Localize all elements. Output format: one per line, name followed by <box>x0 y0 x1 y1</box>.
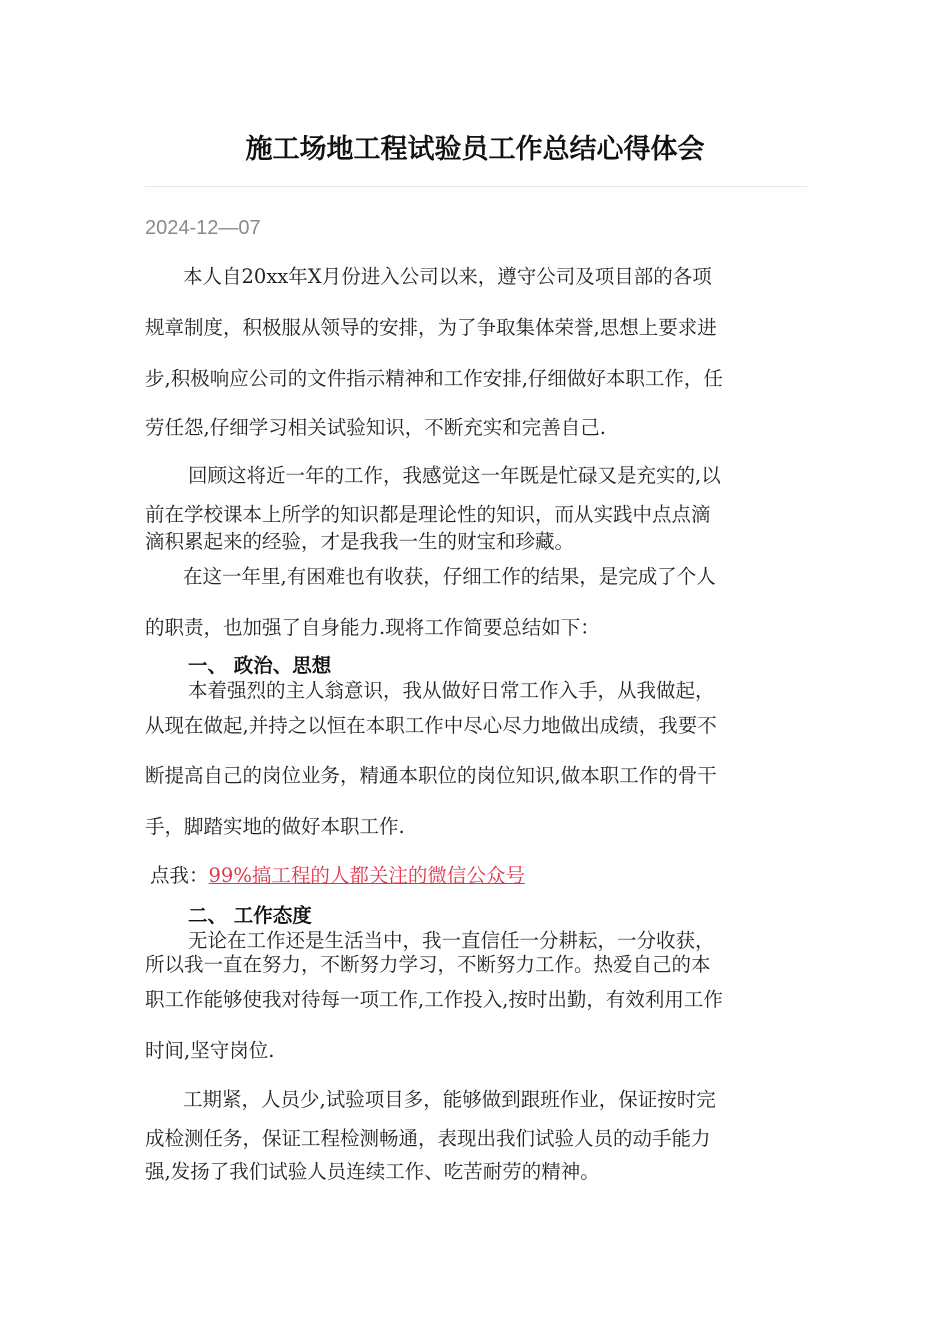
promo-line <box>150 861 525 891</box>
paragraph-line: 前在学校课本上所学的知识都是理论性的知识，而从实践中点点滴 <box>145 503 711 526</box>
wechat-promo-link[interactable]: 99%搞工程的人都关注的微信公众号 <box>208 864 525 887</box>
publish-date: 2024-12—07 <box>145 217 261 239</box>
paragraph-line: 回顾这将近一年的工作，我感觉这一年既是忙碌又是充实的,以 <box>188 464 721 487</box>
paragraph-line: 在这一年里,有困难也有收获，仔细工作的结果，是完成了个人 <box>183 565 716 588</box>
paragraph-line: 本着强烈的主人翁意识，我从做好日常工作入手，从我做起， <box>188 679 715 702</box>
paragraph-line: 成检测任务，保证工程检测畅通，表现出我们试验人员的动手能力 <box>145 1127 711 1150</box>
paragraph-line: 手，脚踏实地的做好本职工作. <box>145 815 405 838</box>
paragraph-line: 断提高自己的岗位业务，精通本职位的岗位知识,做本职工作的骨干 <box>145 764 717 787</box>
paragraph-line: 的职责，也加强了自身能力.现将工作简要总结如下： <box>145 616 600 639</box>
paragraph-line: 劳任怨,仔细学习相关试验知识，不断充实和完善自己. <box>145 416 606 439</box>
paragraph-line: 强,发扬了我们试验人员连续工作、吃苦耐劳的精神。 <box>145 1160 600 1183</box>
paragraph-line: 工期紧，人员少,试验项目多，能够做到跟班作业，保证按时完 <box>183 1088 716 1111</box>
article-title: 施工场地工程试验员工作总结心得体会 <box>245 134 705 165</box>
section-heading-attitude: 二、 工作态度 <box>188 904 312 927</box>
paragraph-line: 职工作能够使我对待每一项工作,工作投入,按时出勤，有效利用工作 <box>145 988 723 1011</box>
paragraph-line: 本人自20xx年X月份进入公司以来，遵守公司及项目部的各项 <box>183 265 712 288</box>
paragraph-line: 滴积累起来的经验，才是我我一生的财宝和珍藏。 <box>145 530 575 553</box>
paragraph-line: 规章制度，积极服从领导的安排，为了争取集体荣誉,思想上要求进 <box>145 316 717 339</box>
paragraph-line: 无论在工作还是生活当中，我一直信任一分耕耘，一分收获， <box>188 929 715 952</box>
paragraph-line: 从现在做起,并持之以恒在本职工作中尽心尽力地做出成绩，我要不 <box>145 714 717 737</box>
promo-prefix: 点我： <box>150 864 209 887</box>
section-heading-politics: 一、 政治、思想 <box>188 654 332 677</box>
paragraph-line: 时间,坚守岗位. <box>145 1039 275 1062</box>
title-divider <box>145 186 807 187</box>
paragraph-line: 步,积极响应公司的文件指示精神和工作安排,仔细做好本职工作，任 <box>145 367 723 390</box>
paragraph-line: 所以我一直在努力，不断努力学习，不断努力工作。热爱自己的本 <box>145 953 711 976</box>
